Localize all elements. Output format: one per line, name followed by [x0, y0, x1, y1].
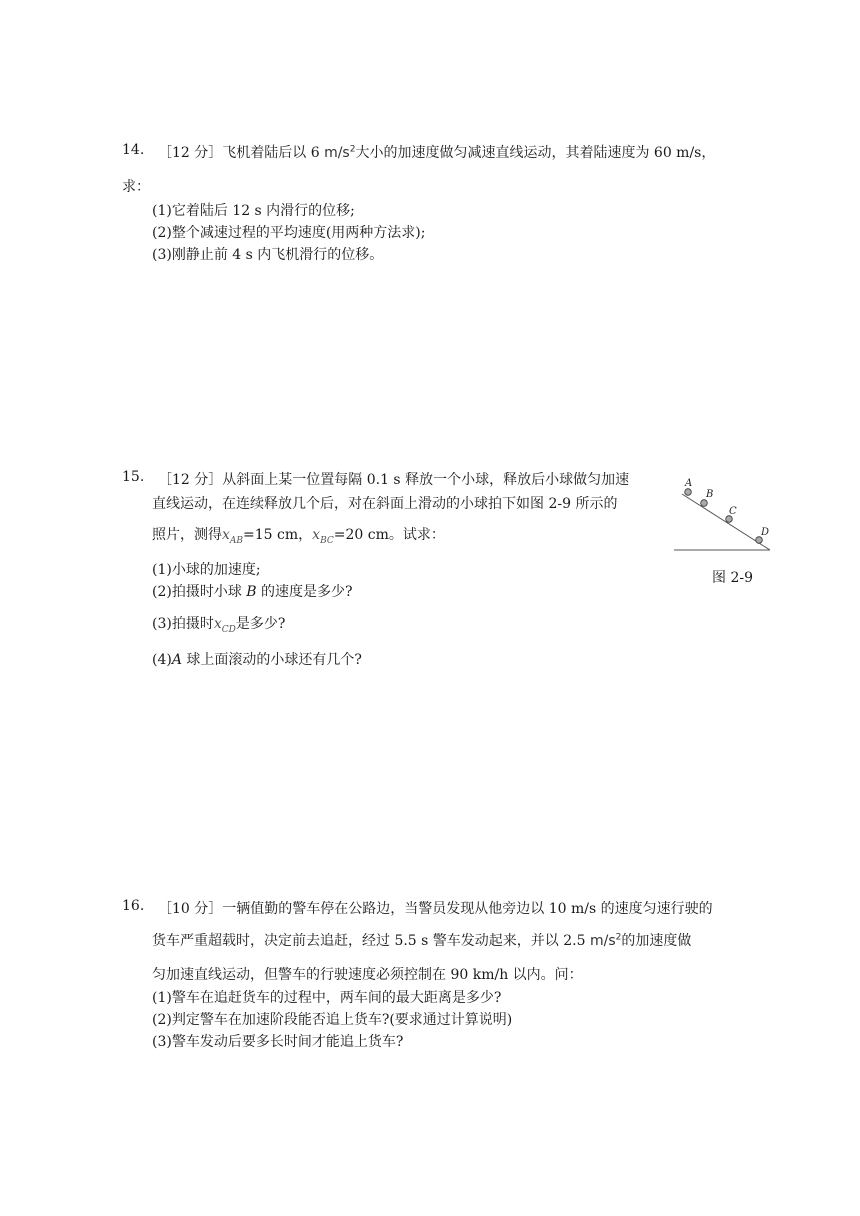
sub-question: (1)它着陆后 12 s 内滑行的位移; — [152, 203, 355, 219]
question-number: 14. — [122, 142, 145, 158]
ball-a — [685, 489, 692, 496]
question-text-line: ［12 分］飞机着陆后以 6 $m/s^2$大小的加速度做匀减速直线运动，其着陆速度为 60 m/s， — [158, 144, 716, 161]
unit-acceleration: $m/s^2$ — [324, 144, 356, 161]
question-text-line: 直线运动，在连续释放几个后，对在斜面上滑动的小球拍下如图 2-9 所示的 — [152, 496, 618, 512]
question-text-line: 匀加速直线运动，但警车的行驶速度必须控制在 90 km/h 以内。问： — [152, 967, 583, 983]
question-text-line: 照片，测得$x_{AB}=15$ cm，$x_{BC}=20$ cm。试求： — [152, 527, 445, 546]
sub-question: (3)警车发动后要多长时间才能追上货车? — [152, 1034, 404, 1050]
question-text-line: 货车严重超载时，决定前去追赶，经过 5.5 s 警车发动起来，并以 2.5 $m/s^2$的加速度做 — [152, 932, 692, 949]
incline-figure — [668, 472, 778, 556]
sub-question: (2)判定警车在加速阶段能否追上货车?(要求通过计算说明) — [152, 1012, 513, 1028]
sub-question: (1)警车在追赶货车的过程中，两车间的最大距离是多少? — [152, 990, 502, 1006]
question-number: 15. — [122, 469, 145, 485]
sub-question: (4)A 球上面滚动的小球还有几个? — [152, 652, 362, 668]
unit-acceleration: $m/s^2$ — [589, 932, 622, 949]
var-x-ab: $x_{AB}$ — [222, 527, 244, 546]
question-text-line: 求： — [122, 179, 150, 195]
question-text-line: ［12 分］从斜面上某一位置每隔 0.1 s 释放一个小球，释放后小球做匀加速 — [158, 472, 630, 488]
ball-b — [701, 500, 708, 507]
var-x-bc: $x_{BC}$ — [312, 527, 334, 546]
question-number: 16. — [122, 898, 145, 914]
sub-question: (2)拍摄时小球 B 的速度是多少? — [152, 584, 353, 600]
var-x-cd: $x_{CD}$ — [213, 616, 236, 635]
sub-question: (3)刚静止前 4 s 内飞机滑行的位移。 — [152, 247, 384, 263]
sub-question: (1)小球的加速度; — [152, 562, 261, 578]
figure-caption: 图 2-9 — [712, 570, 753, 586]
label-d: D — [761, 527, 770, 538]
sub-question: (3)拍摄时$x_{CD}$是多少? — [152, 616, 286, 635]
label-a: A — [685, 478, 693, 489]
question-text-line: ［10 分］一辆值勤的警车停在公路边，当警员发现从他旁边以 10 m/s 的速度匀速行驶的 — [158, 901, 713, 917]
sub-question: (2)整个减速过程的平均速度(用两种方法求); — [152, 225, 426, 241]
label-c: C — [729, 506, 737, 517]
label-b: B — [706, 489, 714, 500]
